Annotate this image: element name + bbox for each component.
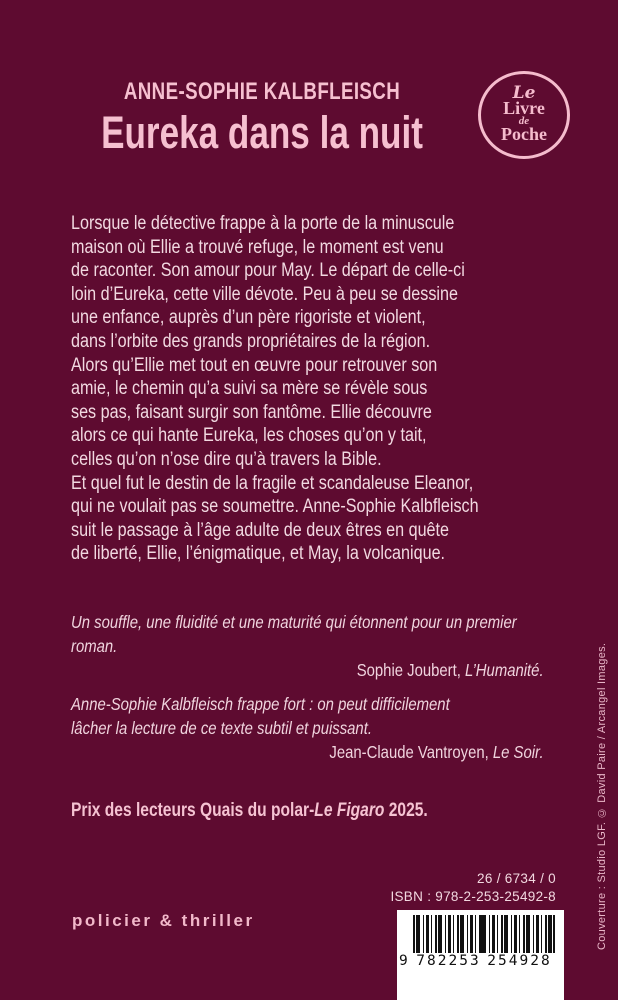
prize-newspaper: Le Figaro	[314, 800, 385, 821]
prize-year: 2025.	[384, 800, 428, 821]
isbn-number: ISBN : 978-2-253-25492-8	[390, 889, 556, 904]
synopsis-line: amie, le chemin qu’a suivi sa mère se révèle sous	[71, 378, 428, 400]
prize-line	[71, 800, 530, 822]
attribution-source: Le Soir.	[492, 742, 544, 762]
logo-line-de: de	[518, 115, 530, 127]
livre-de-poche-logo	[478, 71, 570, 159]
logo-line-poche: Poche	[501, 124, 547, 144]
synopsis-line: Et quel fut le destin de la fragile et scandaleuse Eleanor,	[71, 472, 474, 494]
quote-line: Un souffle, une fluidité et une maturité qui étonnent pour un premier	[71, 612, 517, 632]
attribution-name: Jean-Claude Vantroyen,	[329, 742, 493, 762]
synopsis-line: suit le passage à l’âge adulte de deux êtres en quête	[71, 519, 450, 541]
logo-line-livre: Livre	[503, 98, 545, 118]
ean-group-2: 254928	[484, 953, 555, 969]
synopsis-paragraph	[71, 212, 547, 566]
ean-system-digit: 9	[399, 953, 413, 969]
edition-code: 26 / 6734 / 0	[477, 871, 556, 886]
synopsis-line: ses pas, faisant surgir son fantôme. Ellie découvre	[71, 401, 432, 423]
cover-credit: Couverture : Studio LGF. © David Paire / Arcangel Images.	[596, 642, 608, 950]
synopsis-line: une enfance, auprès d’un père rigoriste et violent,	[71, 307, 426, 329]
quote-line: lâcher la lecture de ce texte subtil et puissant.	[71, 717, 372, 738]
synopsis-line: qui ne voulait pas se soumettre. Anne-Sophie Kalbfleisch	[71, 496, 479, 518]
synopsis-line: de raconter. Son amour pour May. Le départ de celle-ci	[71, 260, 465, 282]
press-quote-lesoir	[71, 693, 544, 765]
synopsis-line: Lorsque le détective frappe à la porte de la minuscule	[71, 213, 455, 234]
attribution-name: Sophie Joubert,	[356, 660, 466, 680]
synopsis-line: Alors qu’Ellie met tout en œuvre pour retrouver son	[71, 354, 438, 376]
synopsis-line: loin d’Eureka, cette ville dévote. Peu à peu se dessine	[71, 283, 458, 305]
header	[58, 78, 467, 158]
quote-line: roman.	[71, 635, 118, 656]
author-name: ANNE-SOPHIE KALBFLEISCH	[123, 78, 401, 105]
genre-label: policier & thriller	[72, 911, 255, 930]
attribution-source: L’Humanité.	[465, 660, 544, 680]
synopsis-line: maison où Ellie a trouvé refuge, le moment est venu	[71, 236, 444, 258]
synopsis-line: dans l’orbite des grands propriétaires de la région.	[71, 330, 431, 352]
prize-prefix: Prix des lecteurs Quais du polar-	[71, 800, 315, 821]
synopsis-line: celles qu’on n’ose dire qu’à travers la Bible.	[71, 448, 382, 470]
print-info	[390, 870, 556, 906]
logo-line-le: Le	[512, 83, 536, 103]
synopsis-line: de liberté, Ellie, l’énigmatique, et May, la volcanique.	[71, 543, 446, 565]
quote-attribution	[71, 741, 544, 765]
barcode-bars	[413, 915, 555, 955]
quote-attribution	[71, 659, 544, 683]
press-quote-humanite	[71, 611, 544, 683]
ean-group-1: 782253	[413, 953, 484, 969]
ean-digits	[399, 952, 555, 969]
quote-line: Anne-Sophie Kalbfleisch frappe fort : on peut difficilement	[71, 694, 450, 714]
ean-barcode	[397, 910, 564, 1000]
synopsis-line: alors ce qui hante Eureka, les choses qu’on y tait,	[71, 425, 427, 447]
book-title: Eureka dans la nuit	[101, 107, 423, 158]
